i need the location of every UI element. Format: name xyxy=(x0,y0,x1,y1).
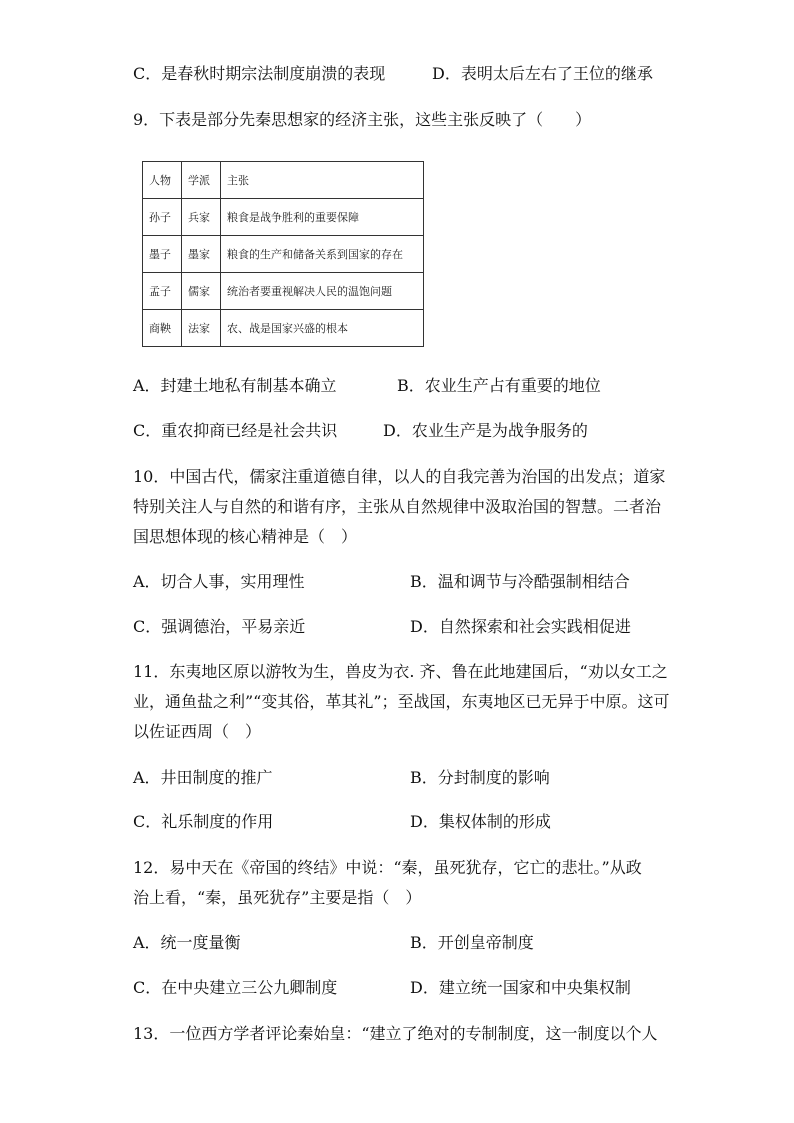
q12-stem-line: 12．易中天在《帝国的终结》中说：“秦，虽死犹存，它亡的悲壮。”从政 xyxy=(133,858,642,877)
q11-stem-line: 业，通鱼盐之利”“变其俗，革其礼”；至战国，东夷地区已无异于中原。这可 xyxy=(133,692,670,711)
q10-stem-line: 国思想体现的核心精神是（ ） xyxy=(133,527,358,546)
table-row xyxy=(143,199,424,236)
q9-table xyxy=(142,161,424,347)
q9-option-d: D．农业生产是为战争服务的 xyxy=(383,421,588,440)
q10-option-d: D．自然探索和社会实践相促进 xyxy=(410,617,631,636)
q9-option-c: C．重农抑商已经是社会共识 xyxy=(133,421,338,440)
table-cell: 墨子 xyxy=(143,236,182,273)
table-cell: 统治者要重视解决人民的温饱问题 xyxy=(221,273,424,310)
q11-option-d: D．集权体制的形成 xyxy=(410,812,551,831)
table-cell: 孙子 xyxy=(143,199,182,236)
q11-option-a: A．井田制度的推广 xyxy=(133,768,273,787)
q10-option-c: C．强调德治，平易亲近 xyxy=(133,617,306,636)
q9-option-b: B．农业生产占有重要的地位 xyxy=(397,376,601,395)
q10-option-a: A．切合人事，实用理性 xyxy=(133,572,305,591)
table-cell: 农、战是国家兴盛的根本 xyxy=(221,310,424,347)
q12-option-a: A．统一度量衡 xyxy=(133,933,241,952)
table-header-row xyxy=(143,162,424,199)
q9-option-a: A．封建土地私有制基本确立 xyxy=(133,376,337,395)
q11-stem-line: 以佐证西周（ ） xyxy=(133,722,262,741)
table-cell: 儒家 xyxy=(182,273,221,310)
q12-option-b: B．开创皇帝制度 xyxy=(410,933,534,952)
q11-option-c: C．礼乐制度的作用 xyxy=(133,812,274,831)
table-row xyxy=(143,236,424,273)
table-cell: 法家 xyxy=(182,310,221,347)
table-header-cell: 主张 xyxy=(221,162,424,199)
q13-stem-line: 13．一位西方学者评论秦始皇：“建立了绝对的专制制度，这一制度以个人 xyxy=(133,1024,658,1043)
q8-option-c: C．是春秋时期宗法制度崩溃的表现 xyxy=(133,64,386,83)
table-header-cell: 人物 xyxy=(143,162,182,199)
table-row xyxy=(143,310,424,347)
q12-stem-line: 治上看，“秦，虽死犹存”主要是指（ ） xyxy=(133,888,422,907)
table-cell: 孟子 xyxy=(143,273,182,310)
table-cell: 粮食的生产和储备关系到国家的存在 xyxy=(221,236,424,273)
q12-option-d: D．建立统一国家和中央集权制 xyxy=(410,978,631,997)
q10-stem-line: 特别关注人与自然的和谐有序，主张从自然规律中汲取治国的智慧。二者治 xyxy=(133,497,662,516)
table-cell: 粮食是战争胜利的重要保障 xyxy=(221,199,424,236)
q8-option-d: D．表明太后左右了王位的继承 xyxy=(432,64,653,83)
q11-stem-line: 11．东夷地区原以游牧为生，兽皮为衣. 齐、鲁在此地建国后，“劝以女工之 xyxy=(133,662,668,681)
table-cell: 墨家 xyxy=(182,236,221,273)
table-header-cell: 学派 xyxy=(182,162,221,199)
table-row xyxy=(143,273,424,310)
table-cell: 商鞅 xyxy=(143,310,182,347)
q9-stem: 9．下表是部分先秦思想家的经济主张，这些主张反映了（ ） xyxy=(133,110,592,129)
table-cell: 兵家 xyxy=(182,199,221,236)
q10-option-b: B．温和调节与冷酷强制相结合 xyxy=(410,572,630,591)
q10-stem-line: 10．中国古代，儒家注重道德自律，以人的自我完善为治国的出发点；道家 xyxy=(133,467,666,486)
q12-option-c: C．在中央建立三公九卿制度 xyxy=(133,978,338,997)
q11-option-b: B．分封制度的影响 xyxy=(410,768,550,787)
